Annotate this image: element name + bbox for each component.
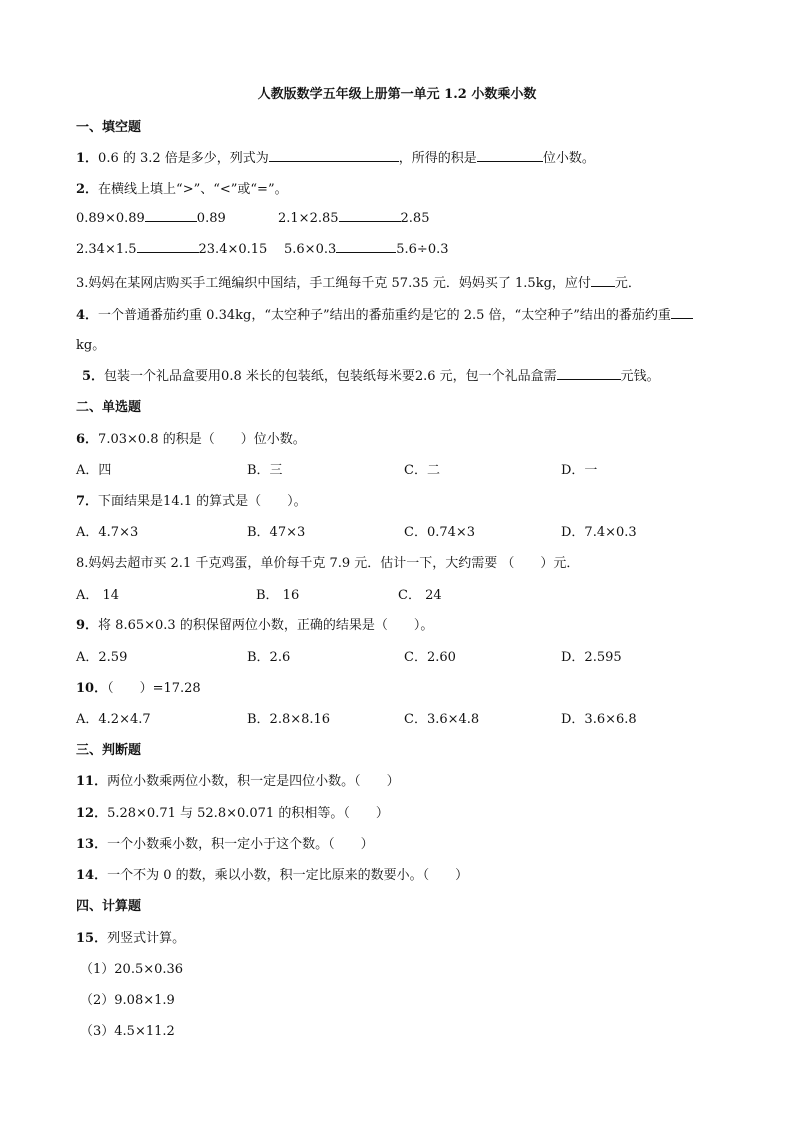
option-a[interactable]: A．2.59 bbox=[76, 650, 128, 665]
question-number: 10． bbox=[76, 681, 108, 696]
question-text: 包装一个礼品盒要用0.8 米长的包装纸，包装纸每米要2.6 元，包一个礼品盒需 bbox=[104, 369, 557, 384]
expression: 2.34×1.5 bbox=[76, 242, 137, 257]
question-14 bbox=[76, 864, 468, 883]
question-text: 一个普通番茄约重 0.34kg，“太空种子”结出的番茄重约是它的 2.5 倍，“太空种子”结出的番茄约重 bbox=[98, 308, 671, 323]
answer-blank[interactable] bbox=[336, 240, 396, 253]
option-c[interactable]: C．3.6×4.8 bbox=[404, 712, 480, 727]
expression: 2.1×2.85 bbox=[278, 211, 339, 226]
option-d[interactable]: D．3.6×6.8 bbox=[561, 712, 637, 727]
question-2 bbox=[76, 178, 288, 197]
section-fill-in: 一、填空题 bbox=[76, 120, 142, 135]
question-15 bbox=[76, 927, 185, 946]
question-number: 14． bbox=[76, 868, 108, 883]
answer-blank[interactable] bbox=[339, 209, 401, 222]
question-6 bbox=[76, 428, 306, 447]
option-c[interactable]: C．2.60 bbox=[404, 650, 456, 665]
section-true-false: 三、判断题 bbox=[76, 743, 142, 758]
question-text: 一个不为 0 的数，乘以小数，积一定比原来的数要小。（ ） bbox=[107, 868, 469, 883]
question-number: 15． bbox=[76, 931, 108, 946]
question-number: 4． bbox=[76, 308, 99, 323]
question-text: 5.28×0.71 与 52.8×0.071 的积相等。（ ） bbox=[107, 806, 389, 821]
answer-blank[interactable] bbox=[137, 240, 199, 253]
comparison-row-1-right bbox=[278, 209, 429, 226]
question-11 bbox=[76, 770, 400, 789]
question-number: 7． bbox=[76, 494, 99, 509]
question-8: 8.妈妈去超市买 2.1 千克鸡蛋，单价每千克 7.9 元．估计一下，大约需要 （ ）元． bbox=[76, 556, 580, 571]
section-single-choice: 二、单选题 bbox=[76, 400, 142, 415]
question-number: 1． bbox=[76, 151, 99, 166]
calc-item-1: （1）20.5×0.36 bbox=[80, 962, 184, 977]
question-text: （ ）=17.28 bbox=[107, 681, 201, 696]
question-number: 6． bbox=[76, 432, 99, 447]
option-b[interactable]: B．三 bbox=[247, 463, 283, 478]
question-number: 11． bbox=[76, 774, 108, 789]
comparison-row-2-right bbox=[284, 240, 449, 257]
option-c[interactable]: C．0.74×3 bbox=[404, 525, 476, 540]
question-4-cont: kg。 bbox=[76, 338, 106, 353]
question-text: 两位小数乘两位小数，积一定是四位小数。（ ） bbox=[107, 774, 400, 789]
page-title: 人教版数学五年级上册第一单元 1.2 小数乘小数 bbox=[257, 87, 537, 102]
option-a[interactable]: A．四 bbox=[76, 463, 112, 478]
question-4 bbox=[76, 304, 693, 323]
question-text: 将 8.65×0.3 的积保留两位小数，正确的结果是（ ）。 bbox=[98, 618, 434, 633]
answer-blank[interactable] bbox=[591, 274, 615, 287]
question-text: 在横线上填上“>”、“<”或“=”。 bbox=[98, 182, 288, 197]
question-7 bbox=[76, 490, 307, 509]
option-c[interactable]: C．二 bbox=[404, 463, 440, 478]
comparison-row-2 bbox=[76, 240, 267, 257]
question-1 bbox=[76, 147, 595, 166]
question-13 bbox=[76, 833, 374, 852]
expression: 0.89 bbox=[196, 211, 226, 226]
question-text: ，所得的积是 bbox=[398, 151, 477, 166]
expression: 0.89×0.89 bbox=[76, 211, 145, 226]
option-b[interactable]: B．47×3 bbox=[247, 525, 306, 540]
question-text: 3.妈妈在某网店购买手工绳编织中国结，手工绳每千克 57.35 元．妈妈买了 1.5kg，应付 bbox=[76, 276, 591, 291]
question-text: 下面结果是14.1 的算式是（ ）。 bbox=[98, 494, 307, 509]
option-a[interactable]: A．4.7×3 bbox=[76, 525, 139, 540]
option-c[interactable]: C． 24 bbox=[398, 588, 442, 603]
option-a[interactable]: A． 14 bbox=[76, 588, 120, 603]
question-number: 13． bbox=[76, 837, 108, 852]
question-5 bbox=[82, 365, 660, 384]
question-number: 12． bbox=[76, 806, 108, 821]
option-b[interactable]: B．2.6 bbox=[247, 650, 291, 665]
answer-blank[interactable] bbox=[671, 306, 693, 319]
question-text: 列竖式计算。 bbox=[107, 931, 186, 946]
question-number: 2． bbox=[76, 182, 99, 197]
expression: 2.85 bbox=[400, 211, 430, 226]
calc-item-3: （3）4.5×11.2 bbox=[80, 1024, 175, 1039]
question-text: 一个小数乘小数，积一定小于这个数。（ ） bbox=[107, 837, 374, 852]
option-d[interactable]: D．7.4×0.3 bbox=[561, 525, 637, 540]
option-a[interactable]: A．4.2×4.7 bbox=[76, 712, 151, 727]
question-9 bbox=[76, 614, 433, 633]
option-d[interactable]: D．2.595 bbox=[561, 650, 622, 665]
question-12 bbox=[76, 802, 389, 821]
question-text: 元． bbox=[614, 276, 641, 291]
expression: 23.4×0.15 bbox=[198, 242, 268, 257]
expression: 5.6×0.3 bbox=[284, 242, 337, 257]
section-calculation: 四、计算题 bbox=[76, 899, 142, 914]
answer-blank[interactable] bbox=[269, 149, 399, 162]
question-3 bbox=[76, 272, 641, 291]
comparison-row-1 bbox=[76, 209, 226, 226]
question-10 bbox=[76, 677, 201, 696]
option-b[interactable]: B． 16 bbox=[256, 588, 300, 603]
expression: 5.6÷0.3 bbox=[396, 242, 449, 257]
question-text: 7.03×0.8 的积是（ ）位小数。 bbox=[98, 432, 306, 447]
calc-item-2: （2）9.08×1.9 bbox=[80, 993, 175, 1008]
question-text: 位小数。 bbox=[542, 151, 595, 166]
question-number: 9． bbox=[76, 618, 99, 633]
answer-blank[interactable] bbox=[145, 209, 197, 222]
answer-blank[interactable] bbox=[477, 149, 543, 162]
answer-blank[interactable] bbox=[557, 367, 621, 380]
option-d[interactable]: D．一 bbox=[561, 463, 598, 478]
question-number: 5． bbox=[82, 369, 105, 384]
question-text: 元钱。 bbox=[620, 369, 660, 384]
option-b[interactable]: B．2.8×8.16 bbox=[247, 712, 331, 727]
question-text: 0.6 的 3.2 倍是多少，列式为 bbox=[98, 151, 269, 166]
